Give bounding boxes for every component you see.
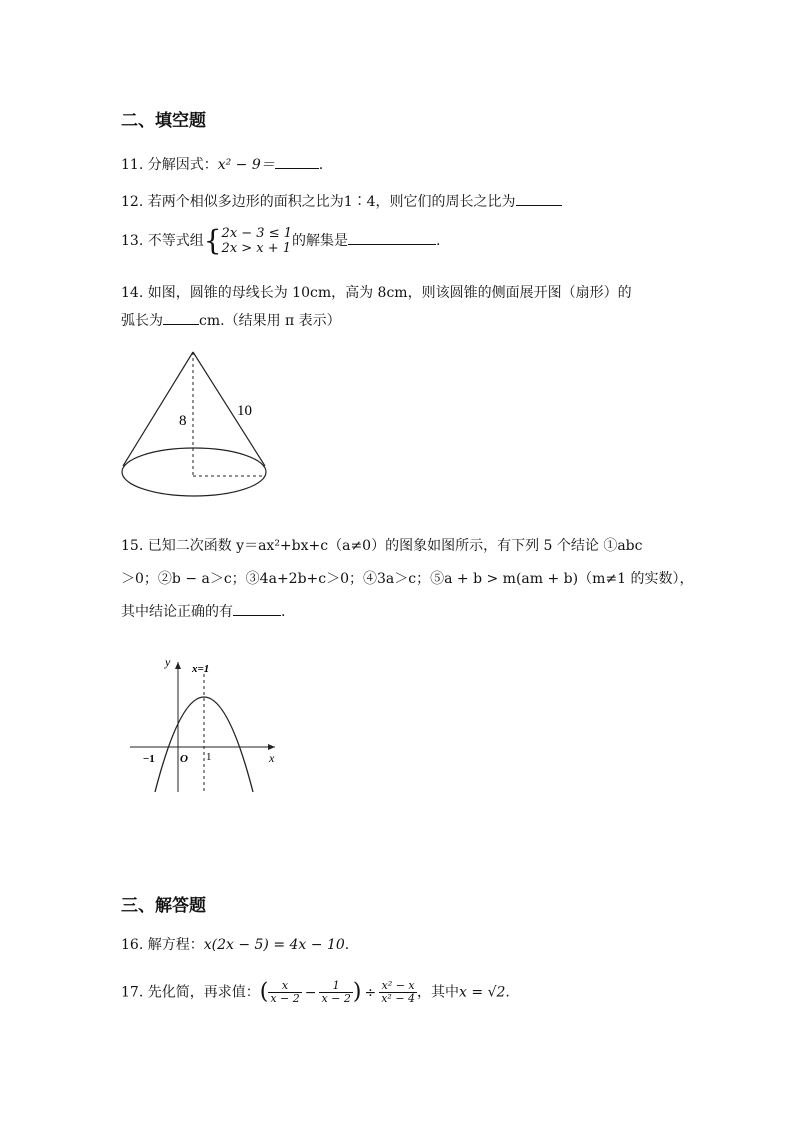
question-end: . <box>505 984 510 1001</box>
question-15-line2: ＞0；②b − a＞c；③4a+2b+c＞0；④3a＞c；⑤a + b > m(am + b)（m≠1 的实数）， <box>121 571 694 587</box>
question-14 <box>121 283 632 303</box>
question-14-line2 <box>121 310 341 331</box>
question-number: 15. <box>121 538 144 554</box>
fraction-2-numerator: 1 <box>319 980 352 993</box>
fraction-3-denominator: x² − 4 <box>381 992 416 1005</box>
question-text-line3: 其中结论正确的有 <box>121 604 233 620</box>
answer-blank[interactable] <box>516 191 562 206</box>
question-number: 14. <box>121 285 144 301</box>
section-title-solve: 三、解答题 <box>121 896 206 916</box>
question-number: 11. <box>121 157 144 173</box>
origin-label: O <box>180 753 188 765</box>
question-number: 17. <box>121 984 144 1001</box>
height-label: 8 <box>179 413 187 429</box>
y-axis-label: y <box>165 655 171 669</box>
parabola-figure <box>125 652 285 797</box>
cone-figure <box>115 345 280 505</box>
question-end: . <box>344 937 350 953</box>
question-text-line1: 已知二次函数 y＝ax²+bx+c（a≠0）的图象如图所示，有下列 5 个结论 ①abc <box>147 538 643 554</box>
question-lead: 先化简，再求值： <box>147 984 260 1001</box>
answer-blank[interactable] <box>275 154 319 169</box>
question-text-line2a: 弧长为 <box>121 313 163 329</box>
equation: x(2x − 5) = 4x − 10 <box>203 937 345 953</box>
fraction-2-denominator: x − 2 <box>321 992 351 1005</box>
question-lead: 解方程： <box>147 937 204 953</box>
left-paren-icon: ( <box>259 979 269 1005</box>
y-axis-arrow-icon <box>175 662 181 669</box>
symmetry-axis-label: x=1 <box>192 663 210 675</box>
answer-blank[interactable] <box>163 310 199 325</box>
question-text: 若两个相似多边形的面积之比为1∶4，则它们的周长之比为 <box>147 194 516 210</box>
question-number: 12. <box>121 194 144 210</box>
question-tail: 的解集是 <box>292 233 349 249</box>
inequality-2: 2x > x + 1 <box>221 241 292 256</box>
right-paren-icon: ) <box>352 979 362 1005</box>
slant-label: 10 <box>237 403 252 419</box>
question-end: . <box>318 157 324 173</box>
question-text-line1: 如图，圆锥的母线长为 10cm，高为 8cm，则该圆锥的侧面展开图（扇形）的 <box>147 285 632 301</box>
question-15 <box>121 536 642 556</box>
one-label: 1 <box>206 751 212 763</box>
condition-expression: x = √2 <box>459 984 506 1001</box>
cone-slant-edge <box>193 352 265 466</box>
question-16 <box>121 935 349 955</box>
question-lead: 不等式组 <box>147 233 204 249</box>
math-expression: x² − 9＝ <box>217 157 275 173</box>
question-text-line2b: cm.（结果用 π 表示） <box>199 313 341 329</box>
inequality-system <box>222 226 292 256</box>
fraction-2 <box>319 980 352 1005</box>
cone-base-ellipse <box>122 448 266 496</box>
neg-one-label: −1 <box>143 753 155 765</box>
question-11 <box>121 154 323 175</box>
question-12 <box>121 191 562 212</box>
fraction-1-numerator: x <box>268 980 301 993</box>
question-number: 16. <box>121 937 144 953</box>
section-title-fill-blank: 二、填空题 <box>121 111 206 131</box>
question-end: . <box>281 604 286 620</box>
answer-blank[interactable] <box>348 230 436 245</box>
question-17 <box>121 980 510 1005</box>
question-mid: ，其中 <box>417 984 460 1001</box>
fraction-1-denominator: x − 2 <box>270 992 300 1005</box>
fraction-1 <box>268 980 301 1005</box>
brace-icon: { <box>203 224 222 257</box>
question-15-line3 <box>121 601 285 622</box>
answer-blank[interactable] <box>233 601 281 616</box>
cone-left-edge <box>123 352 193 466</box>
fraction-3-numerator: x² − x <box>379 980 417 993</box>
question-lead: 分解因式： <box>147 157 218 173</box>
question-number: 13. <box>121 233 144 249</box>
divide-sign: ÷ <box>364 984 377 1001</box>
x-axis-arrow-icon <box>268 744 275 750</box>
question-13 <box>121 226 440 256</box>
inequality-1: 2x − 3 ≤ 1 <box>221 226 293 241</box>
minus-sign: − <box>304 984 317 1001</box>
fraction-3 <box>379 980 417 1005</box>
question-end: . <box>436 233 441 249</box>
x-axis-label: x <box>269 751 275 765</box>
